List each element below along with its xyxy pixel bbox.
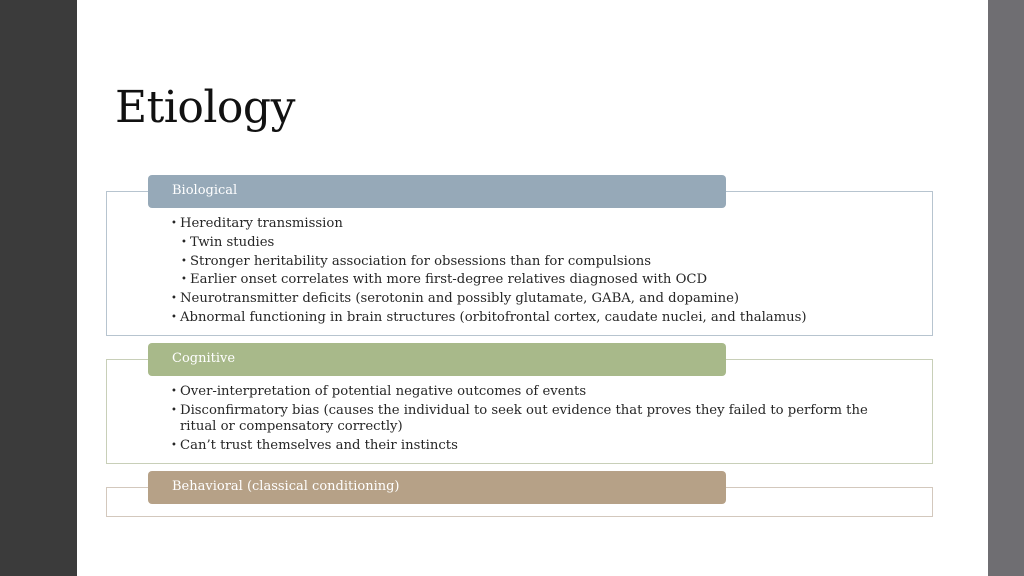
behavioral-header: Behavioral (classical conditioning) [148,471,726,504]
window-side-panel [988,0,1024,576]
bullet-item: • Abnormal functioning in brain structures (orbitofrontal cortex, caudate nuclei, and thalamus) [171,310,871,326]
cognitive-header: Cognitive [148,343,726,376]
biological-header: Biological [148,175,726,208]
slide-title: Etiology [115,82,295,133]
sub-bullet-item: • Twin studies [181,235,871,251]
bullet-item: • Disconfirmatory bias (causes the individual to seek out evidence that proves they failed to perform the ritual or compensatory correctly) [171,403,871,434]
sub-bullet-item: • Stronger heritability association for obsessions than for compulsions [181,254,871,270]
bullet-item: • Hereditary transmission [171,216,871,232]
slide [77,0,988,576]
cognitive-bullet-list [171,384,871,457]
bullet-item: • Over-interpretation of potential negative outcomes of events [171,384,871,400]
bullet-item: • Neurotransmitter deficits (serotonin and possibly glutamate, GABA, and dopamine) [171,291,871,307]
sub-bullet-item: • Earlier onset correlates with more first-degree relatives diagnosed with OCD [181,272,871,288]
bullet-item: • Can’t trust themselves and their instincts [171,438,871,454]
biological-bullet-list [171,216,871,329]
